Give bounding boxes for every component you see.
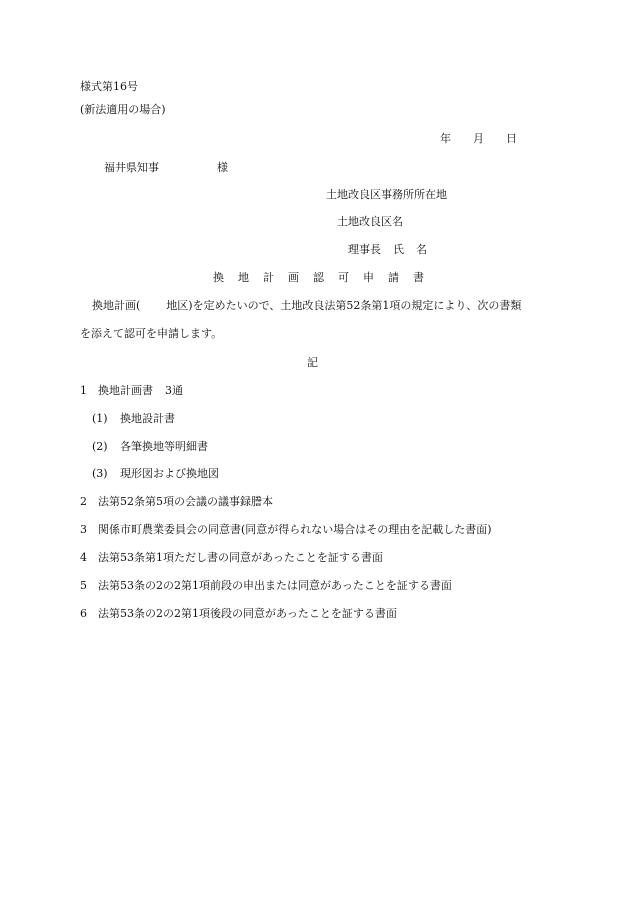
sub-list-item	[92, 467, 219, 481]
item-text: 法第53条の2の2第1項後段の同意があったことを証する書面	[98, 607, 397, 620]
item-number: 1	[80, 384, 87, 397]
sub-item-number: (2)	[92, 440, 108, 453]
addressee-name: 福井県知事	[104, 161, 159, 174]
applicant-chair-title: 理事長	[348, 243, 381, 256]
body-line1-after: 地区)を定めたいので、土地改良法第52条第1項の規定により、次の書類	[166, 299, 522, 312]
applicant-chair-line	[348, 243, 439, 257]
form-number: 様式第16号	[80, 80, 138, 93]
list-item	[80, 551, 383, 565]
applicant-name-label: 氏名	[393, 243, 439, 256]
item-text: 法第53条第1項ただし書の同意があったことを証する書面	[98, 551, 383, 564]
date-month-label: 月	[473, 132, 484, 145]
form-subtitle: (新法適用の場合)	[80, 103, 166, 116]
item-number: 3	[80, 523, 87, 536]
item-text: 法第53条の2の2第1項前段の申出または同意があったことを証する書面	[98, 579, 452, 592]
list-item	[80, 607, 397, 621]
applicant-office-address: 土地改良区事務所所在地	[326, 188, 447, 201]
sub-item-text: 換地設計書	[120, 412, 175, 425]
date-year-label: 年	[440, 132, 451, 145]
date-day-label: 日	[506, 132, 517, 145]
sub-list-item	[92, 440, 208, 454]
list-item	[80, 579, 452, 593]
sub-item-text: 現形図および換地図	[120, 467, 219, 480]
document-title: 換地計画認可申請書	[213, 271, 438, 284]
sub-item-number: (3)	[92, 467, 108, 480]
item-text: 関係市町農業委員会の同意書(同意が得られない場合はその理由を記載した書面)	[98, 523, 492, 536]
item-number: 2	[80, 495, 87, 508]
sub-item-number: (1)	[92, 412, 108, 425]
body-paragraph-line-2: を添えて認可を申請します。	[80, 327, 223, 340]
sub-item-text: 各筆換地等明細書	[120, 440, 208, 453]
item-number: 4	[80, 551, 87, 564]
list-item	[80, 384, 183, 398]
addressee-honorific: 様	[217, 161, 228, 174]
list-item	[80, 495, 273, 509]
date-line	[440, 132, 517, 146]
body-line1-before: 換地計画(	[92, 299, 141, 312]
sub-list-item	[92, 412, 175, 426]
item-text: 換地計画書	[98, 384, 153, 397]
applicant-district-name: 土地改良区名	[337, 215, 403, 228]
item-number: 5	[80, 579, 87, 592]
list-item	[80, 523, 492, 537]
body-paragraph-line-1	[92, 299, 521, 313]
item-number: 6	[80, 607, 87, 620]
addressee-line	[104, 161, 228, 175]
item-count: 3通	[165, 384, 183, 397]
ki-heading: 記	[307, 356, 318, 369]
item-text: 法第52条第5項の会議の議事録謄本	[98, 495, 273, 508]
